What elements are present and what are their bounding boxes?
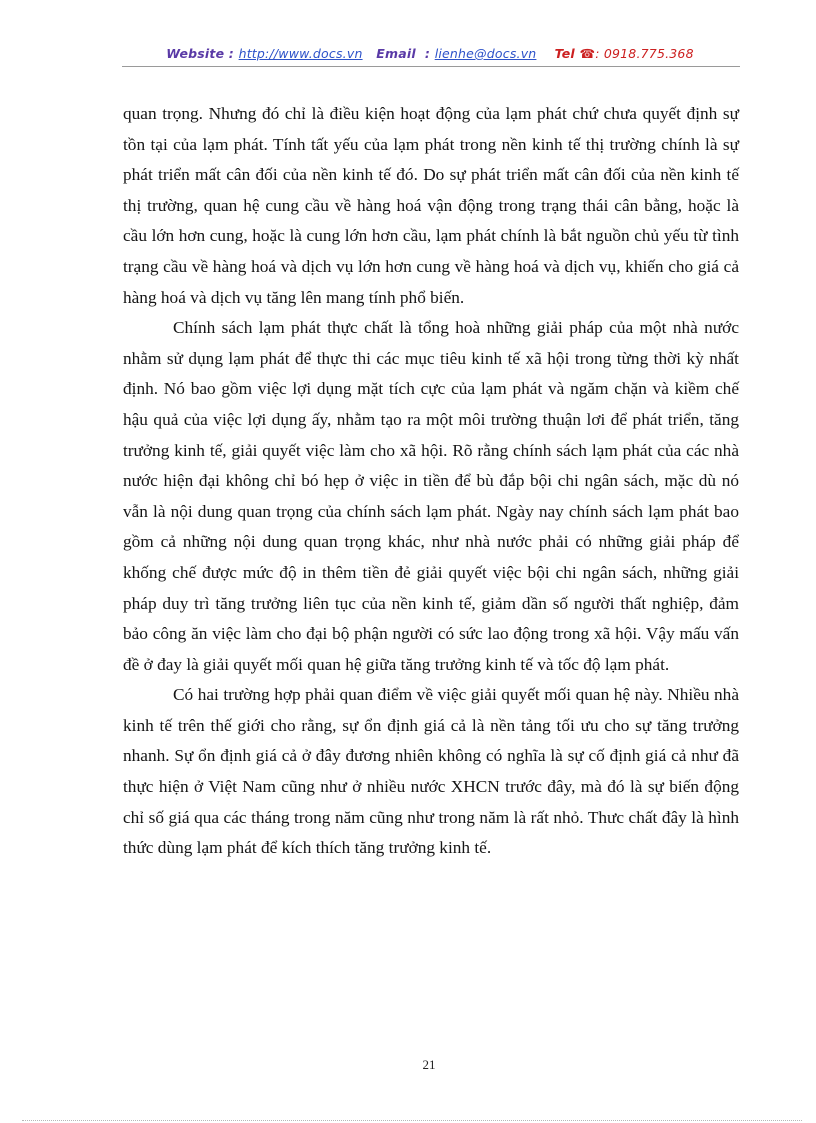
website-label: Website : xyxy=(166,46,235,61)
email-separator: : xyxy=(424,46,431,61)
paragraph-1: quan trọng. Nhưng đó chỉ là điều kiện hoạt động của lạm phát chứ chưa quyết định sự tồn tại của lạm phát. Tính tất yếu của lạm phát trong nền kinh tế thị trường chính là sự phát triển mất cân đối của nền kinh tế đó. Do sự phát triển mất cân đối của nền kinh tế thị trường, quan hệ cung cầu về hàng hoá vận động trong trạng thái cân bằng, hoặc là cầu lớn hơn cung, hoặc là cung lớn hơn cầu, lạm phát chính là bắt nguồn chủ yếu từ tình trạng cầu về hàng hoá và dịch vụ lớn hơn cung về hàng hoá và dịch vụ, khiến cho giá cả hàng hoá và dịch vụ tăng lên mang tính phổ biến. xyxy=(123,104,739,307)
document-body xyxy=(123,99,739,864)
tel-number: : 0918.775.368 xyxy=(595,46,694,61)
page-header xyxy=(120,46,740,68)
email-label: Email xyxy=(376,46,416,61)
paragraph-2: Chính sách lạm phát thực chất là tổng hoà những giải pháp của một nhà nước nhằm sử dụng lạm phát để thực thi các mục tiêu kinh tế xã hội trong từng thời kỳ nhất định. Nó bao gồm việc lợi dụng mặt tích cực của lạm phát và ngăm chặn và kiềm chế hậu quả của việc lợi dụng ấy, nhằm tạo ra một môi trường thuận lơi để phát triển, tăng trưởng kinh tế, giải quyết việc làm cho xã hội. Rõ rằng chính sách lạm phát của các nhà nước hiện đại không chỉ bó hẹp ở việc in tiền để bù đắp bội chi ngân sách, mặc dù nó vẫn là nội dung quan trọng của chính sách lạm phát. Ngày nay chính sách lạm phát bao gồm cả những nội dung quan trọng khác, như nhà nước phải có những giải pháp để khống chế được mức độ in thêm tiền đẻ giải quyết việc bội chi ngân sách, những giải pháp duy trì tăng trưởng liên tục của nền kinh tế, giảm dần số người thất nghiệp, đảm bảo công ăn việc làm cho đại bộ phận người có sức lao động trong xã hội. Vậy mấu vấn đề ở đay là giải quyết mối quan hệ giữa tăng trưởng kinh tế và tốc độ lạm phát. xyxy=(123,318,739,674)
page-number: 21 xyxy=(422,1057,436,1072)
email-link[interactable]: lienhe@docs.vn xyxy=(434,46,537,61)
paragraph-3: Có hai trường hợp phải quan điểm về việc giải quyết mối quan hệ này. Nhiều nhà kinh tế trên thế giới cho rằng, sự ổn định giá cả là nền tảng tối ưu cho sự tăng trưởng nhanh. Sự ổn định giá cả ở đây đương nhiên không có nghĩa là sự cố định giá cả như đã thực hiện ở Việt Nam cũng như ở nhiều nước XHCN trước đây, mà đó là sự biến động chỉ số giá qua các tháng trong năm cũng như trong năm là rất nhỏ. Thưc chất đây là hình thức dùng lạm phát để kích thích tăng trưởng kinh tế. xyxy=(123,685,739,858)
phone-icon: ☎ xyxy=(579,46,596,61)
page-bottom-border xyxy=(22,1120,802,1121)
tel-label: Tel xyxy=(554,46,575,61)
website-link[interactable]: http://www.docs.vn xyxy=(238,46,363,61)
header-divider xyxy=(122,66,740,67)
